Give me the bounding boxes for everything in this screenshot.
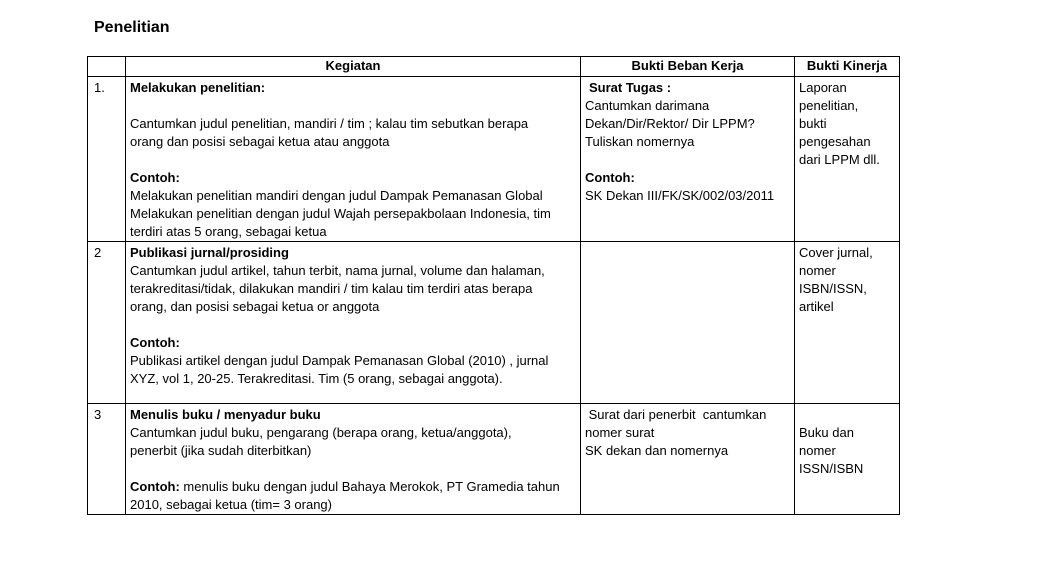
table-row: [88, 77, 900, 242]
bk-text: penelitian,: [799, 98, 859, 113]
contoh-text: Melakukan penelitian mandiri dengan judul Dampak Pemanasan Global: [130, 188, 543, 203]
kegiatan-cell: [126, 242, 581, 404]
header-kegiatan: Kegiatan: [126, 57, 581, 77]
contoh-label: Contoh:: [130, 335, 180, 350]
table-row: [88, 242, 900, 404]
bbk-contoh-label: Contoh:: [585, 170, 635, 185]
row-number: 1.: [88, 77, 126, 242]
bk-text: Buku dan: [799, 425, 854, 440]
bk-text: ISBN/ISSN,: [799, 281, 867, 296]
bk-text: nomer: [799, 263, 836, 278]
bukti-kinerja-cell: [795, 77, 900, 242]
contoh-text: Publikasi artikel dengan judul Dampak Pemanasan Global (2010) , jurnal: [130, 353, 549, 368]
bukti-kinerja-cell: [795, 404, 900, 515]
kegiatan-title: Menulis buku / menyadur buku: [130, 407, 321, 422]
table-row: [88, 404, 900, 515]
contoh-text: [130, 478, 576, 496]
header-bukti-beban-kerja: Bukti Beban Kerja: [581, 57, 795, 77]
bbk-contoh: SK Dekan III/FK/SK/002/03/2011: [585, 188, 775, 203]
bk-text: pengesahan: [799, 134, 871, 149]
kegiatan-title: Melakukan penelitian:: [130, 80, 266, 95]
kegiatan-cell: [126, 404, 581, 515]
kegiatan-desc: orang, dan posisi sebagai ketua or anggota: [130, 299, 380, 314]
bk-text: nomer: [799, 443, 836, 458]
page-title: Penelitian: [94, 19, 170, 36]
contoh-inline: menulis buku dengan judul Bahaya Merokok, PT Gramedia tahun: [179, 479, 560, 494]
contoh-label: Contoh:: [130, 479, 180, 494]
bbk-text: Dekan/Dir/Rektor/ Dir LPPM?: [585, 116, 755, 131]
bbk-text: SK dekan dan nomernya: [585, 443, 729, 458]
kegiatan-desc: penerbit (jika sudah diterbitkan): [130, 443, 312, 458]
contoh-label: Contoh:: [130, 170, 180, 185]
bk-text: Laporan: [799, 80, 847, 95]
bukti-beban-kerja-cell: [581, 404, 795, 515]
bukti-beban-kerja-cell: [581, 77, 795, 242]
contoh-text: XYZ, vol 1, 20-25. Terakreditasi. Tim (5 orang, sebagai anggota).: [130, 371, 503, 386]
contoh-text: terdiri atas 5 orang, sebagai ketua: [130, 224, 327, 239]
bukti-beban-kerja-cell: [581, 242, 795, 404]
bbk-text: Cantumkan darimana: [585, 98, 710, 113]
row-number: 2: [88, 242, 126, 404]
table-header-row: [88, 57, 900, 77]
row-number: 3: [88, 404, 126, 515]
kegiatan-desc: Cantumkan judul artikel, tahun terbit, nama jurnal, volume dan halaman,: [130, 263, 545, 278]
header-no: [88, 57, 126, 77]
kegiatan-desc: terakreditasi/tidak, dilakukan mandiri / tim kalau tim terdiri atas berapa: [130, 281, 533, 296]
kegiatan-desc: Cantumkan judul penelitian, mandiri / tim ; kalau tim sebutkan berapa: [130, 116, 529, 131]
bbk-text: Tuliskan nomernya: [585, 134, 695, 149]
bk-text: Cover jurnal,: [799, 245, 873, 260]
kegiatan-desc: orang dan posisi sebagai ketua atau anggota: [130, 134, 390, 149]
kegiatan-desc: Cantumkan judul buku, pengarang (berapa orang, ketua/anggota),: [130, 425, 512, 440]
header-bukti-kinerja: Bukti Kinerja: [795, 57, 900, 77]
bbk-text: nomer surat: [585, 425, 655, 440]
bbk-text: Surat dari penerbit cantumkan: [585, 407, 767, 422]
bbk-title: Surat Tugas :: [589, 80, 672, 95]
bukti-kinerja-cell: [795, 242, 900, 404]
activity-table: [87, 56, 900, 515]
contoh-text: 2010, sebagai ketua (tim= 3 orang): [130, 497, 332, 512]
bk-text: artikel: [799, 299, 834, 314]
kegiatan-cell: [126, 77, 581, 242]
contoh-text: Melakukan penelitian dengan judul Wajah persepakbolaan Indonesia, tim: [130, 206, 551, 221]
bk-text: dari LPPM dll.: [799, 152, 880, 167]
bk-text: ISSN/ISBN: [799, 461, 864, 476]
bk-text: bukti: [799, 116, 827, 131]
kegiatan-title: Publikasi jurnal/prosiding: [130, 245, 289, 260]
